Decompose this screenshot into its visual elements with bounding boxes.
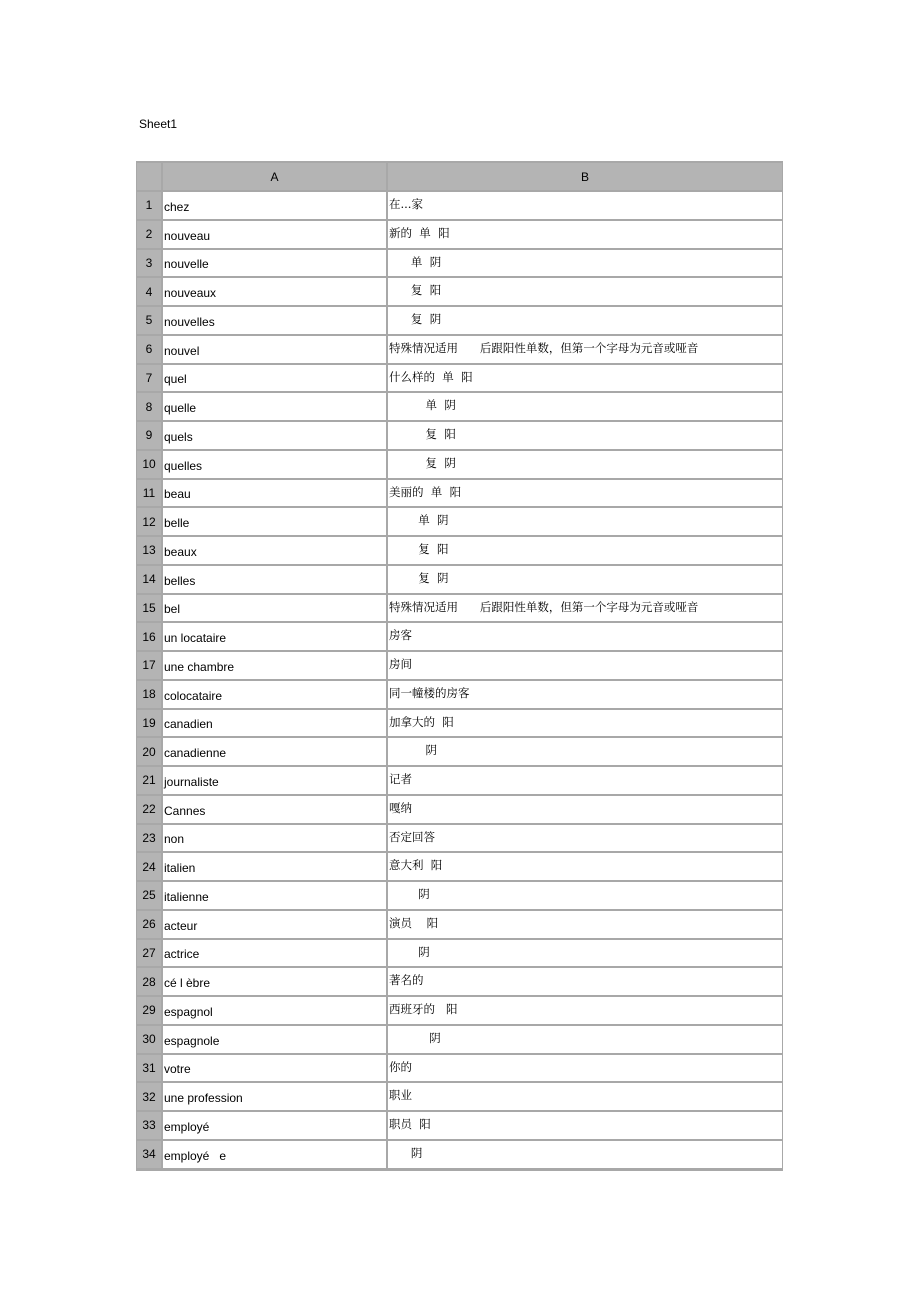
table-row <box>136 1054 783 1083</box>
table-row <box>136 536 783 565</box>
table-row <box>136 249 783 278</box>
cell-a: belles <box>163 566 386 593</box>
table-row <box>136 421 783 450</box>
cell-a: italien <box>163 853 386 880</box>
cell-a: quelles <box>163 451 386 478</box>
row-number: 21 <box>137 767 161 794</box>
cell-b: 复 阳 <box>388 422 782 449</box>
table-row <box>136 565 783 594</box>
cell-b: 特殊情况适用 后跟阳性单数，但第一个字母为元音或哑音 <box>388 595 782 622</box>
cell-a: canadienne <box>163 738 386 765</box>
cell-a: Cannes <box>163 796 386 823</box>
cell-b: 单 阴 <box>388 393 782 420</box>
cell-b: 单 阴 <box>388 508 782 535</box>
cell-b: 同一幢楼的房客 <box>388 681 782 708</box>
cell-a: employé <box>163 1112 386 1139</box>
table-row <box>136 651 783 680</box>
cell-a: belle <box>163 508 386 535</box>
row-number: 17 <box>137 652 161 679</box>
table-row <box>136 622 783 651</box>
cell-b: 演员 阳 <box>388 911 782 938</box>
row-number: 30 <box>137 1026 161 1053</box>
table-row <box>136 881 783 910</box>
table-row <box>136 450 783 479</box>
row-number: 24 <box>137 853 161 880</box>
cell-a: colocataire <box>163 681 386 708</box>
table-row <box>136 996 783 1025</box>
table-row <box>136 335 783 364</box>
table-row <box>136 479 783 508</box>
cell-a: canadien <box>163 710 386 737</box>
header-row <box>136 162 783 191</box>
cell-b: 否定回答 <box>388 825 782 852</box>
spreadsheet-table <box>136 161 783 1171</box>
table-row <box>136 1140 783 1169</box>
cell-b: 房客 <box>388 623 782 650</box>
cell-a: employé e <box>163 1141 386 1168</box>
table-row <box>136 939 783 968</box>
cell-a: espagnole <box>163 1026 386 1053</box>
row-number: 4 <box>137 278 161 305</box>
cell-b: 新的 单 阳 <box>388 221 782 248</box>
table-row <box>136 220 783 249</box>
cell-b: 房间 <box>388 652 782 679</box>
cell-a: acteur <box>163 911 386 938</box>
table-row <box>136 594 783 623</box>
row-number: 7 <box>137 365 161 392</box>
table-row <box>136 1025 783 1054</box>
cell-b: 记者 <box>388 767 782 794</box>
row-number: 19 <box>137 710 161 737</box>
cell-b: 阴 <box>388 738 782 765</box>
row-number: 20 <box>137 738 161 765</box>
row-number: 11 <box>137 480 161 507</box>
cell-a: bel <box>163 595 386 622</box>
row-number: 10 <box>137 451 161 478</box>
cell-a: une profession <box>163 1083 386 1110</box>
cell-b: 什么样的 单 阳 <box>388 365 782 392</box>
column-header-b[interactable]: B <box>388 163 782 190</box>
cell-a: nouveaux <box>163 278 386 305</box>
cell-b: 阴 <box>388 882 782 909</box>
cell-a: non <box>163 825 386 852</box>
row-number: 29 <box>137 997 161 1024</box>
cell-a: un locataire <box>163 623 386 650</box>
row-number: 28 <box>137 968 161 995</box>
cell-a: quelle <box>163 393 386 420</box>
row-number: 3 <box>137 250 161 277</box>
cell-a: beau <box>163 480 386 507</box>
row-number: 22 <box>137 796 161 823</box>
row-number: 9 <box>137 422 161 449</box>
column-header-a[interactable]: A <box>163 163 386 190</box>
sheet-title: Sheet1 <box>139 117 178 131</box>
cell-b: 复 阳 <box>388 537 782 564</box>
corner-cell <box>137 163 161 190</box>
row-number: 8 <box>137 393 161 420</box>
table-row <box>136 852 783 881</box>
cell-a: nouvelles <box>163 307 386 334</box>
row-number: 25 <box>137 882 161 909</box>
table-row <box>136 680 783 709</box>
row-number: 23 <box>137 825 161 852</box>
row-number: 18 <box>137 681 161 708</box>
cell-b: 西班牙的 阳 <box>388 997 782 1024</box>
cell-b: 复 阴 <box>388 566 782 593</box>
cell-b: 复 阳 <box>388 278 782 305</box>
cell-b: 阴 <box>388 1141 782 1168</box>
cell-b: 著名的 <box>388 968 782 995</box>
table-row <box>136 795 783 824</box>
cell-b: 在...家 <box>388 192 782 219</box>
table-row <box>136 709 783 738</box>
cell-b: 阴 <box>388 940 782 967</box>
table-row <box>136 392 783 421</box>
cell-b: 单 阴 <box>388 250 782 277</box>
table-row <box>136 824 783 853</box>
row-number: 1 <box>137 192 161 219</box>
row-number: 32 <box>137 1083 161 1110</box>
row-number: 15 <box>137 595 161 622</box>
cell-a: espagnol <box>163 997 386 1024</box>
cell-b: 职业 <box>388 1083 782 1110</box>
table-row <box>136 191 783 220</box>
row-number: 33 <box>137 1112 161 1139</box>
row-number: 16 <box>137 623 161 650</box>
table-row <box>136 1111 783 1140</box>
cell-b: 复 阴 <box>388 307 782 334</box>
table-row <box>136 737 783 766</box>
cell-b: 特殊情况适用 后跟阳性单数，但第一个字母为元音或哑音 <box>388 336 782 363</box>
row-number: 26 <box>137 911 161 938</box>
cell-b: 美丽的 单 阳 <box>388 480 782 507</box>
cell-a: nouveau <box>163 221 386 248</box>
row-number: 31 <box>137 1055 161 1082</box>
cell-a: une chambre <box>163 652 386 679</box>
table-row <box>136 364 783 393</box>
table-row <box>136 277 783 306</box>
cell-b: 复 阴 <box>388 451 782 478</box>
cell-a: nouvelle <box>163 250 386 277</box>
row-number: 27 <box>137 940 161 967</box>
table-row <box>136 967 783 996</box>
cell-b: 加拿大的 阳 <box>388 710 782 737</box>
cell-b: 阴 <box>388 1026 782 1053</box>
row-number: 14 <box>137 566 161 593</box>
table-row <box>136 1082 783 1111</box>
cell-b: 你的 <box>388 1055 782 1082</box>
cell-a: chez <box>163 192 386 219</box>
cell-a: actrice <box>163 940 386 967</box>
cell-a: beaux <box>163 537 386 564</box>
cell-b: 意大利 阳 <box>388 853 782 880</box>
cell-a: votre <box>163 1055 386 1082</box>
table-row <box>136 766 783 795</box>
cell-a: nouvel <box>163 336 386 363</box>
row-number: 13 <box>137 537 161 564</box>
cell-b: 职员 阳 <box>388 1112 782 1139</box>
table-row <box>136 507 783 536</box>
cell-a: cé l èbre <box>163 968 386 995</box>
row-number: 6 <box>137 336 161 363</box>
row-number: 2 <box>137 221 161 248</box>
row-number: 34 <box>137 1141 161 1168</box>
row-number: 12 <box>137 508 161 535</box>
cell-a: journaliste <box>163 767 386 794</box>
cell-a: italienne <box>163 882 386 909</box>
cell-b: 嘎纳 <box>388 796 782 823</box>
row-number: 5 <box>137 307 161 334</box>
cell-a: quel <box>163 365 386 392</box>
table-row <box>136 910 783 939</box>
cell-a: quels <box>163 422 386 449</box>
table-row <box>136 306 783 335</box>
